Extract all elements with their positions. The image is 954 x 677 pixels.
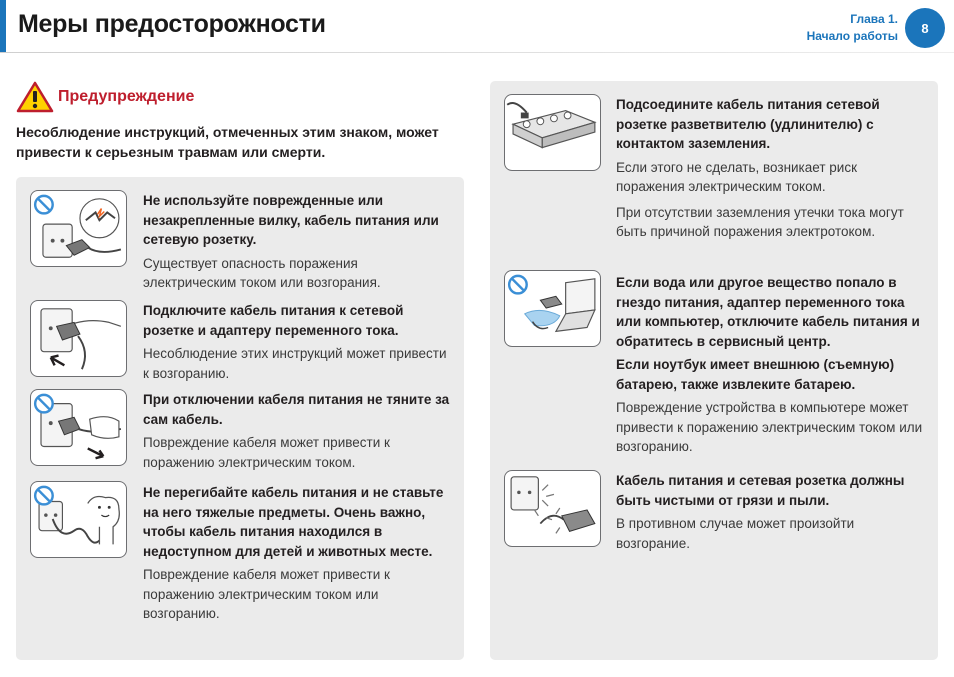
plug-in-icon	[31, 301, 126, 376]
pull-cable-illustration	[30, 389, 127, 466]
dusty-plug-icon	[505, 471, 600, 546]
bent-cable-illustration	[30, 481, 127, 558]
item-text: Существует опасность поражения электрическим током или возгорания.	[143, 255, 381, 290]
chapter-name: Начало работы	[806, 29, 898, 43]
dusty-plug-illustration	[504, 470, 601, 547]
bent-cable-icon	[31, 482, 126, 557]
warning-triangle-icon	[16, 81, 54, 113]
water-laptop-illustration	[504, 270, 601, 347]
item-text: В противном случае может произойти возгорание.	[616, 516, 855, 551]
item-heading: Кабель питания и сетевая розетка должны быть чистыми от грязи и пыли.	[616, 473, 905, 508]
warning-description: Несоблюдение инструкций, отмеченных этим знаком, может привести к серьезным травмам или смерти.	[16, 124, 439, 160]
damaged-plug-icon	[31, 191, 126, 266]
water-laptop-icon	[505, 271, 600, 346]
item-heading: Подключите кабель питания к сетевой розетке и адаптеру переменного тока.	[143, 303, 404, 338]
header-accent-bar	[0, 0, 6, 52]
right-panel	[490, 81, 938, 660]
header-divider	[0, 52, 954, 53]
item-heading-secondary: Если ноутбук имеет внешнюю (съемную) батарею, также извлеките батарею.	[616, 357, 895, 392]
item-text-secondary: При отсутствии заземления утечки тока могут быть причиной поражения электротоком.	[616, 204, 904, 239]
item-text: Повреждение кабеля может привести к поражению электрическим током или возгоранию.	[143, 567, 390, 621]
item-heading: Не перегибайте кабель питания и не ставьте на него тяжелые предметы. Очень важно, чтобы кабель питания находился в недоступном для детей и животных месте.	[143, 485, 444, 559]
item-text: Если этого не сделать, возникает риск поражения электрическим током.	[616, 159, 857, 194]
left-panel	[16, 177, 464, 660]
item-heading: При отключении кабеля питания не тяните за сам кабель.	[143, 392, 450, 427]
item-heading: Подсоедините кабель питания сетевой розетке разветвителю (удлинителю) с контактом заземления.	[616, 97, 880, 151]
warning-title: Предупреждение	[58, 88, 195, 105]
plug-in-illustration	[30, 300, 127, 377]
power-strip-illustration	[504, 94, 601, 171]
page-number-badge: 8	[905, 8, 945, 48]
warning-heading	[16, 81, 194, 113]
item-text: Повреждение устройства в компьютере может привести к поражению электрическим током или возгоранию.	[616, 400, 923, 454]
chapter-label	[807, 11, 898, 45]
power-strip-icon	[505, 95, 600, 170]
item-heading: Если вода или другое вещество попало в гнездо питания, адаптер переменного тока или компьютер, отключите кабель питания и обратитесь в сервисный центр.	[616, 275, 920, 349]
damaged-plug-illustration	[30, 190, 127, 267]
item-text: Повреждение кабеля может привести к поражению электрическим током.	[143, 435, 390, 470]
item-heading: Не используйте поврежденные или незакрепленные вилку, кабель питания или сетевую розетку.	[143, 193, 439, 247]
pull-cable-icon	[31, 390, 126, 465]
item-text: Несоблюдение этих инструкций может привести к возгоранию.	[143, 346, 447, 381]
page-title: Меры предосторожности	[18, 10, 326, 38]
chapter-number: Глава 1.	[850, 12, 898, 26]
